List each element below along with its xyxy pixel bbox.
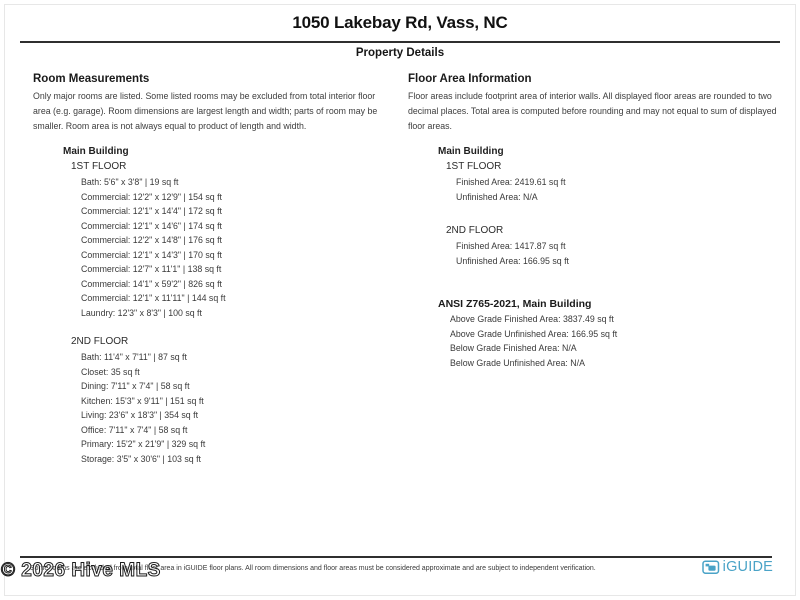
floor-name: 2ND FLOOR xyxy=(71,336,129,347)
room-entry: Primary: 15'2" x 21'9" | 329 sq ft xyxy=(81,439,206,449)
ansi-area-list xyxy=(450,312,778,370)
area-entry: Unfinished Area: N/A xyxy=(456,191,538,202)
floor-name: 1ST FLOOR xyxy=(446,161,502,172)
room-entry: Office: 7'11" x 7'4" | 58 sq ft xyxy=(81,424,188,435)
area-block-2nd xyxy=(446,223,778,268)
footer-divider xyxy=(20,556,772,558)
room-entry: Commercial: 14'1" x 59'2" | 826 sq ft xyxy=(81,278,222,289)
room-entry: Bath: 11'4" x 7'11" | 87 sq ft xyxy=(81,352,187,362)
floor-area-section xyxy=(408,73,778,370)
room-measurements-section xyxy=(33,73,395,466)
ansi-heading: ANSI Z765-2021, Main Building xyxy=(438,298,592,310)
floor-name: 2ND FLOOR xyxy=(446,225,504,236)
ansi-block xyxy=(438,296,778,370)
room-list xyxy=(81,175,395,320)
room-entry: Commercial: 12'7" x 11'1" | 138 sq ft xyxy=(81,264,222,274)
area-entry: Unfinished Area: 166.95 sq ft xyxy=(456,255,569,266)
room-entry: Commercial: 12'1" x 14'4" | 172 sq ft xyxy=(81,206,222,216)
room-entry: Bath: 5'6" x 3'8" | 19 sq ft xyxy=(81,177,179,187)
page-title: 1050 Lakebay Rd, Vass, NC xyxy=(292,13,508,32)
title-divider xyxy=(20,41,780,43)
area-entry: Below Grade Finished Area: N/A xyxy=(450,343,577,353)
area-entry: Finished Area: 1417.87 sq ft xyxy=(456,241,566,251)
room-entry: Commercial: 12'2" x 14'8" | 176 sq ft xyxy=(81,235,222,245)
floor-area-heading: Floor Area Information xyxy=(408,73,532,85)
area-list xyxy=(456,239,778,268)
area-entry: Above Grade Unfinished Area: 166.95 sq ft xyxy=(450,328,618,339)
room-entry: Commercial: 12'1" x 11'11" | 144 sq ft xyxy=(81,293,226,303)
room-measurements-building xyxy=(63,144,395,466)
floor-block-2nd xyxy=(71,334,395,466)
building-name: Main Building xyxy=(63,146,129,157)
room-entry: Storage: 3'5" x 30'6" | 103 sq ft xyxy=(81,453,201,464)
room-measurements-heading: Room Measurements xyxy=(33,73,150,85)
iguide-logo-text: iGUIDE xyxy=(722,559,773,575)
area-block-1st xyxy=(446,159,778,204)
room-list xyxy=(81,350,395,466)
area-entry: Above Grade Finished Area: 3837.49 sq ft xyxy=(450,314,614,324)
watermark: © 2026 Hive MLS xyxy=(1,560,161,581)
room-entry: Commercial: 12'1" x 14'3" | 170 sq ft xyxy=(81,249,222,260)
room-entry: Kitchen: 15'3" x 9'11" | 151 sq ft xyxy=(81,395,204,406)
floor-name: 1ST FLOOR xyxy=(71,161,127,172)
area-entry: Finished Area: 2419.61 sq ft xyxy=(456,177,566,187)
iguide-camera-icon xyxy=(702,559,720,575)
room-entry: Laundry: 12'3" x 8'3" | 100 sq ft xyxy=(81,307,202,318)
building-name: Main Building xyxy=(438,146,504,157)
room-entry: Closet: 35 sq ft xyxy=(81,366,140,377)
floor-area-description: Floor areas include footprint area of interior walls. All displayed floor areas are rounded to two decimal places. Total area is computed before rounding and may not equal to sum of displayed floor areas. xyxy=(408,91,777,131)
room-entry: Living: 23'6" x 18'3" | 354 sq ft xyxy=(81,410,199,420)
room-measurements-description: Only major rooms are listed. Some listed rooms may be excluded from total interior floor area (e.g. garage). Room dimensions are largest length and width; parts of room may be smaller. Room area is not always equal to product of length and width. xyxy=(33,91,378,131)
floor-block-1st xyxy=(71,159,395,320)
page-subtitle: Property Details xyxy=(355,47,445,59)
room-entry: Commercial: 12'1" x 14'6" | 174 sq ft xyxy=(81,220,222,231)
area-entry: Below Grade Unfinished Area: N/A xyxy=(450,357,585,368)
footer-disclaimer: Some rooms are excluded from total floor area in iGUIDE floor plans. All room dimensions and floor areas must be considered approximate and are subject to independent verification. xyxy=(30,565,596,572)
iguide-logo xyxy=(702,559,773,575)
area-list xyxy=(456,175,778,204)
room-entry: Dining: 7'11" x 7'4" | 58 sq ft xyxy=(81,381,190,391)
floor-area-building xyxy=(438,144,778,268)
room-entry: Commercial: 12'2" x 12'9" | 154 sq ft xyxy=(81,191,222,202)
